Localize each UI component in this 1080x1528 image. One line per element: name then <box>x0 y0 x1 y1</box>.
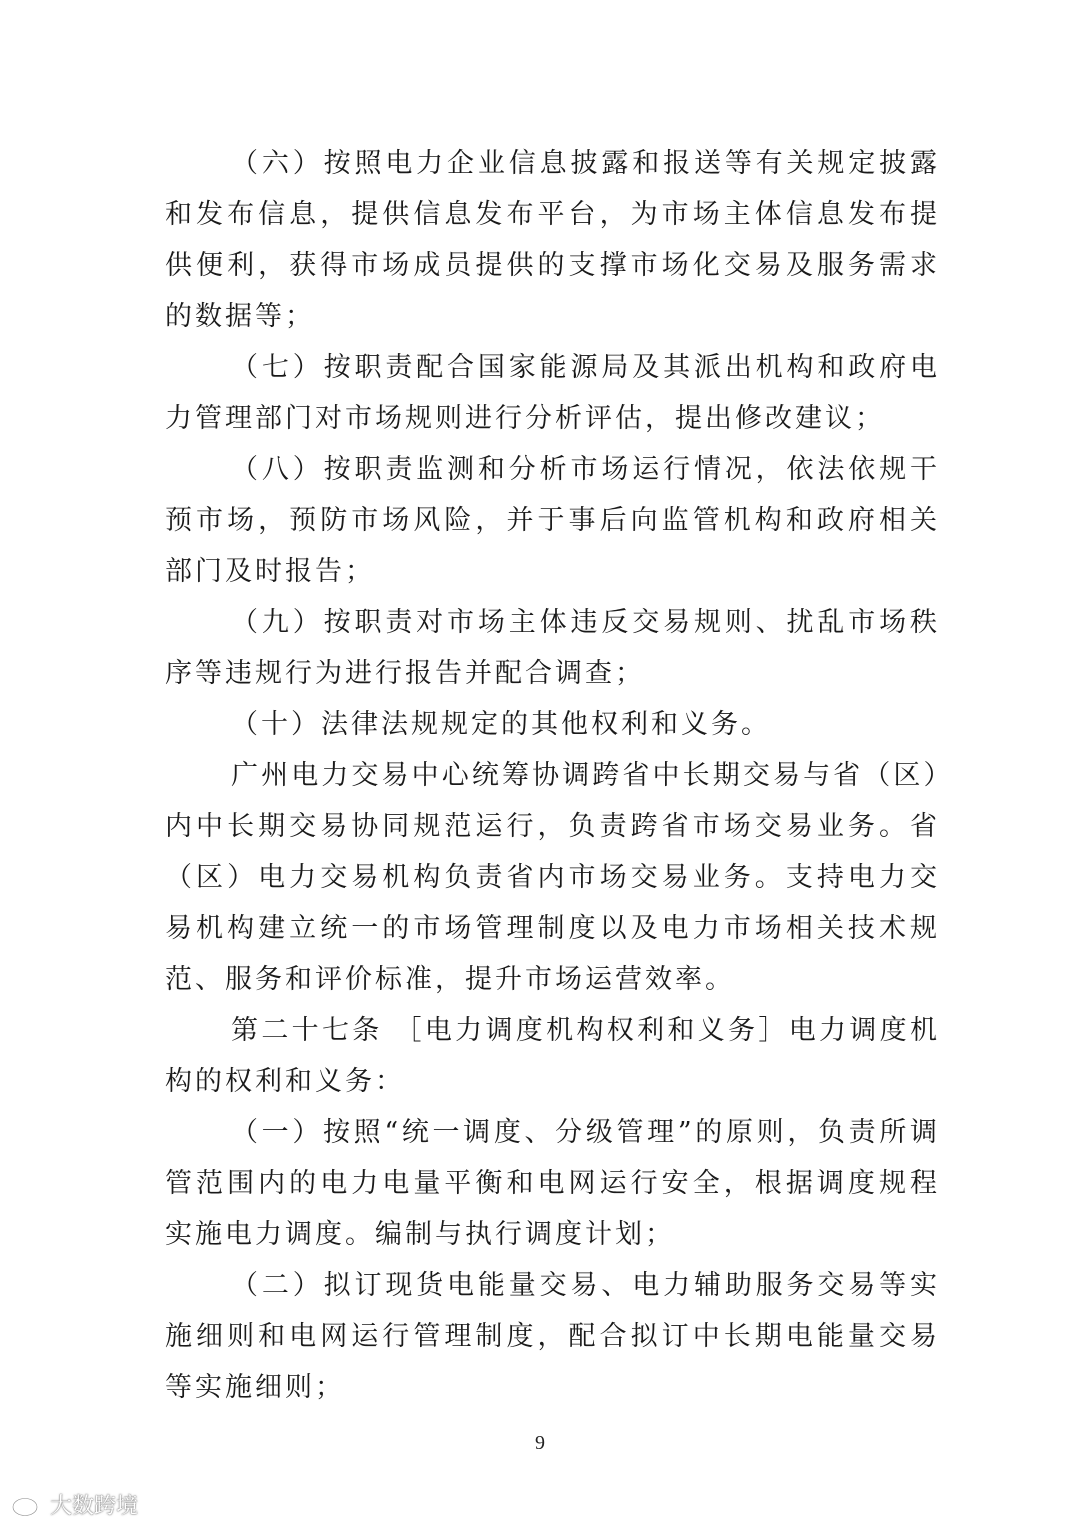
paragraph-item-7: （七）按职责配合国家能源局及其派出机构和政府电力管理部门对市场规则进行分析评估，提出修改建议； <box>165 352 940 434</box>
paragraph-item-8: （八）按职责监测和分析市场运行情况，依法依规干预市场，预防市场风险，并于事后向监管机构和政府相关部门及时报告； <box>165 454 940 587</box>
page-number: 9 <box>535 1432 545 1454</box>
paragraph-item-9: （九）按职责对市场主体违反交易规则、扰乱市场秩序等违规行为进行报告并配合调查； <box>165 607 940 689</box>
watermark-text: 大数跨境 <box>50 1493 139 1519</box>
body-text <box>165 138 940 1413</box>
weibo-logo-icon <box>10 1490 44 1518</box>
paragraph-item-2: （二）拟订现货电能量交易、电力辅助服务交易等实施细则和电网运行管理制度，配合拟订中长期电能量交易等实施细则； <box>165 1270 940 1403</box>
watermark <box>10 1488 138 1520</box>
article-27-heading: 第二十七条 ［电力调度机构权利和义务］电力调度机构的权利和义务： <box>165 1015 940 1097</box>
paragraph-item-6: （六）按照电力企业信息披露和报送等有关规定披露和发布信息，提供信息发布平台，为市场主体信息发布提供便利，获得市场成员提供的支撑市场化交易及服务需求的数据等； <box>165 148 940 332</box>
paragraph-guangzhou-center: 广州电力交易中心统筹协调跨省中长期交易与省（区）内中长期交易协同规范运行，负责跨省市场交易业务。省（区）电力交易机构负责省内市场交易业务。支持电力交易机构建立统一的市场管理制度以及电力市场相关技术规范、服务和评价标准，提升市场运营效率。 <box>165 760 940 995</box>
paragraph-item-10: （十）法律法规规定的其他权利和义务。 <box>231 709 771 740</box>
paragraph-item-1: （一）按照“统一调度、分级管理”的原则，负责所调管范围内的电力电量平衡和电网运行安全，根据调度规程实施电力调度。编制与执行调度计划； <box>165 1117 940 1250</box>
